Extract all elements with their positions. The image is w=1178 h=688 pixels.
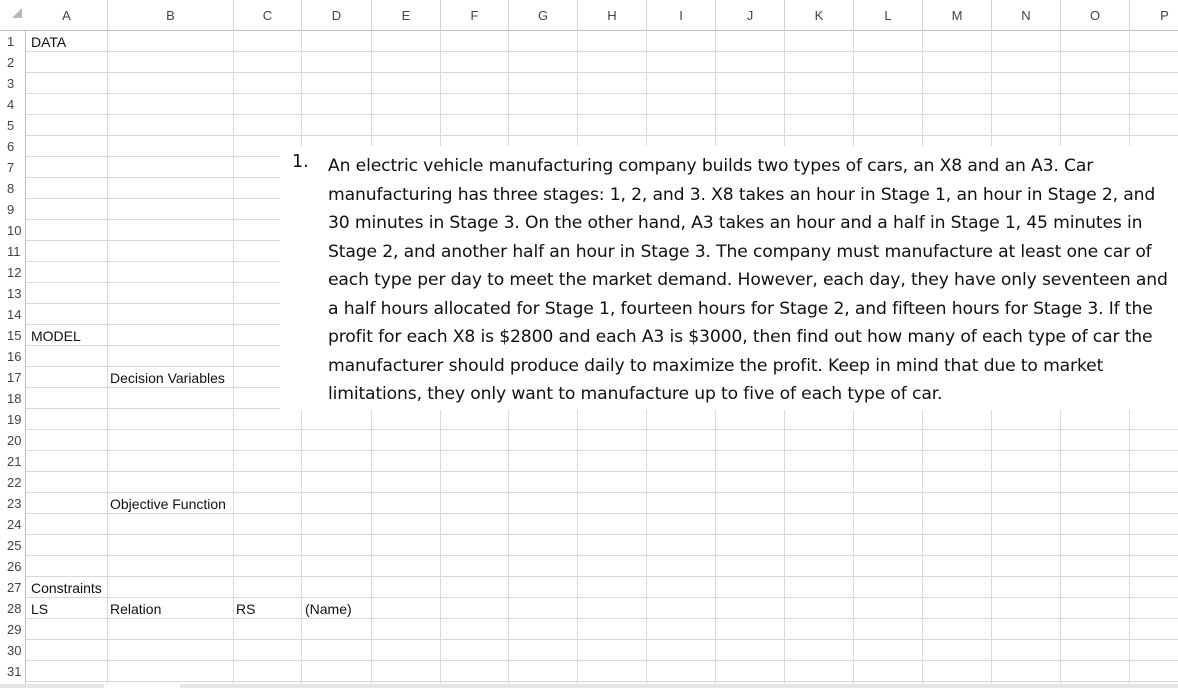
row-header-24[interactable]: 24 <box>7 517 22 532</box>
row-header-2[interactable]: 2 <box>7 55 15 70</box>
problem-text-box[interactable] <box>280 146 1178 410</box>
column-header-l[interactable]: L <box>854 0 923 31</box>
column-header-d[interactable]: D <box>302 0 372 31</box>
row-gridline <box>26 576 1178 577</box>
row-header-20[interactable]: 20 <box>7 433 22 448</box>
column-gridline <box>107 31 108 684</box>
select-all-corner[interactable] <box>12 8 22 18</box>
row-gridline <box>26 639 1178 640</box>
cell-b17[interactable]: Decision Variables <box>110 370 225 386</box>
row-header-28[interactable]: 28 <box>7 601 22 616</box>
cell-a28[interactable]: LS <box>31 601 49 617</box>
column-header-n[interactable]: N <box>992 0 1061 31</box>
row-header-29[interactable]: 29 <box>7 622 22 637</box>
cell-a1[interactable]: DATA <box>31 34 67 50</box>
column-header-m[interactable]: M <box>923 0 992 31</box>
row-header-4[interactable]: 4 <box>7 97 15 112</box>
row-header-22[interactable]: 22 <box>7 475 22 490</box>
row-gridline <box>26 135 1178 136</box>
row-header-11[interactable]: 11 <box>7 244 21 259</box>
column-header-b[interactable]: B <box>108 0 234 31</box>
row-header-9[interactable]: 9 <box>7 202 15 217</box>
column-gridline <box>233 31 234 684</box>
row-header-12[interactable]: 12 <box>7 265 22 280</box>
sheet-tab[interactable] <box>104 684 180 688</box>
cell-d28[interactable]: (Name) <box>305 601 352 617</box>
row-header-27[interactable]: 27 <box>7 580 22 595</box>
row-gridline <box>26 492 1178 493</box>
row-header-15[interactable]: 15 <box>7 328 22 343</box>
cell-a27[interactable]: Constraints <box>31 580 102 596</box>
row-header-3[interactable]: 3 <box>7 76 15 91</box>
row-header-31[interactable]: 31 <box>7 664 22 679</box>
column-header-f[interactable]: F <box>441 0 509 31</box>
row-gridline <box>26 471 1178 472</box>
row-header-10[interactable]: 10 <box>7 223 22 238</box>
row-header-19[interactable]: 19 <box>7 412 22 427</box>
row-gridline <box>26 93 1178 94</box>
row-header-26[interactable]: 26 <box>7 559 22 574</box>
row-header-5[interactable]: 5 <box>7 118 15 133</box>
column-header-p[interactable]: P <box>1130 0 1178 31</box>
row-gridline <box>26 534 1178 535</box>
row-gridline <box>26 429 1178 430</box>
row-header-30[interactable]: 30 <box>7 643 22 658</box>
column-header-h[interactable]: H <box>578 0 647 31</box>
row-header-6[interactable]: 6 <box>7 139 15 154</box>
column-header-o[interactable]: O <box>1061 0 1130 31</box>
row-gridline <box>26 450 1178 451</box>
row-gridline <box>26 660 1178 661</box>
row-gridline <box>26 681 1178 682</box>
problem-statement: An electric vehicle manufacturing company builds two types of cars, an X8 and an A3. Car manufacturing has three stages: 1, 2, and 3. X8 takes an hour in Stage 1, an hour in Stage 2, and 30 minutes in Stage 3. On the other hand, A3 takes an hour and a half in Stage 1, 45 minutes in Stage 2, and another half an hour in Stage 3. The company must manufacture at least one car of each type per day to meet the market demand. However, each day, they have only seventeen and a half hours allocated for Stage 1, fourteen hours for Stage 2, and fifteen hours for Stage 3. If the profit for each X8 is $2800 and each A3 is $3000, then find out how many of each type of car the manufacturer should produce daily to maximize the profit. Keep in mind that due to market limitations, they only want to manufacture up to five of each type of car. <box>328 156 1168 404</box>
column-header-g[interactable]: G <box>509 0 578 31</box>
row-header-25[interactable]: 25 <box>7 538 22 553</box>
row-header-17[interactable]: 17 <box>7 370 22 385</box>
row-gridline <box>26 114 1178 115</box>
row-header-18[interactable]: 18 <box>7 391 22 406</box>
cell-b23[interactable]: Objective Function <box>110 496 226 512</box>
row-header-16[interactable]: 16 <box>7 349 22 364</box>
row-header-13[interactable]: 13 <box>7 286 22 301</box>
column-header-e[interactable]: E <box>372 0 441 31</box>
row-header-23[interactable]: 23 <box>7 496 22 511</box>
row-header-7[interactable]: 7 <box>7 160 15 175</box>
column-header-k[interactable]: K <box>785 0 854 31</box>
row-gridline <box>26 597 1178 598</box>
row-header-8[interactable]: 8 <box>7 181 15 196</box>
row-header-14[interactable]: 14 <box>7 307 22 322</box>
row-gridline <box>26 555 1178 556</box>
column-header-i[interactable]: I <box>647 0 716 31</box>
column-header-a[interactable]: A <box>26 0 108 31</box>
cell-c28[interactable]: RS <box>236 601 256 617</box>
cell-b28[interactable]: Relation <box>110 601 162 617</box>
row-header-21[interactable]: 21 <box>7 454 22 469</box>
list-number: 1. <box>292 152 309 172</box>
cell-a15[interactable]: MODEL <box>31 328 81 344</box>
row-gridline <box>26 51 1178 52</box>
row-header-1[interactable]: 1 <box>7 34 15 49</box>
row-gridline <box>26 618 1178 619</box>
column-header-c[interactable]: C <box>234 0 302 31</box>
column-header-j[interactable]: J <box>716 0 785 31</box>
row-gridline <box>26 72 1178 73</box>
